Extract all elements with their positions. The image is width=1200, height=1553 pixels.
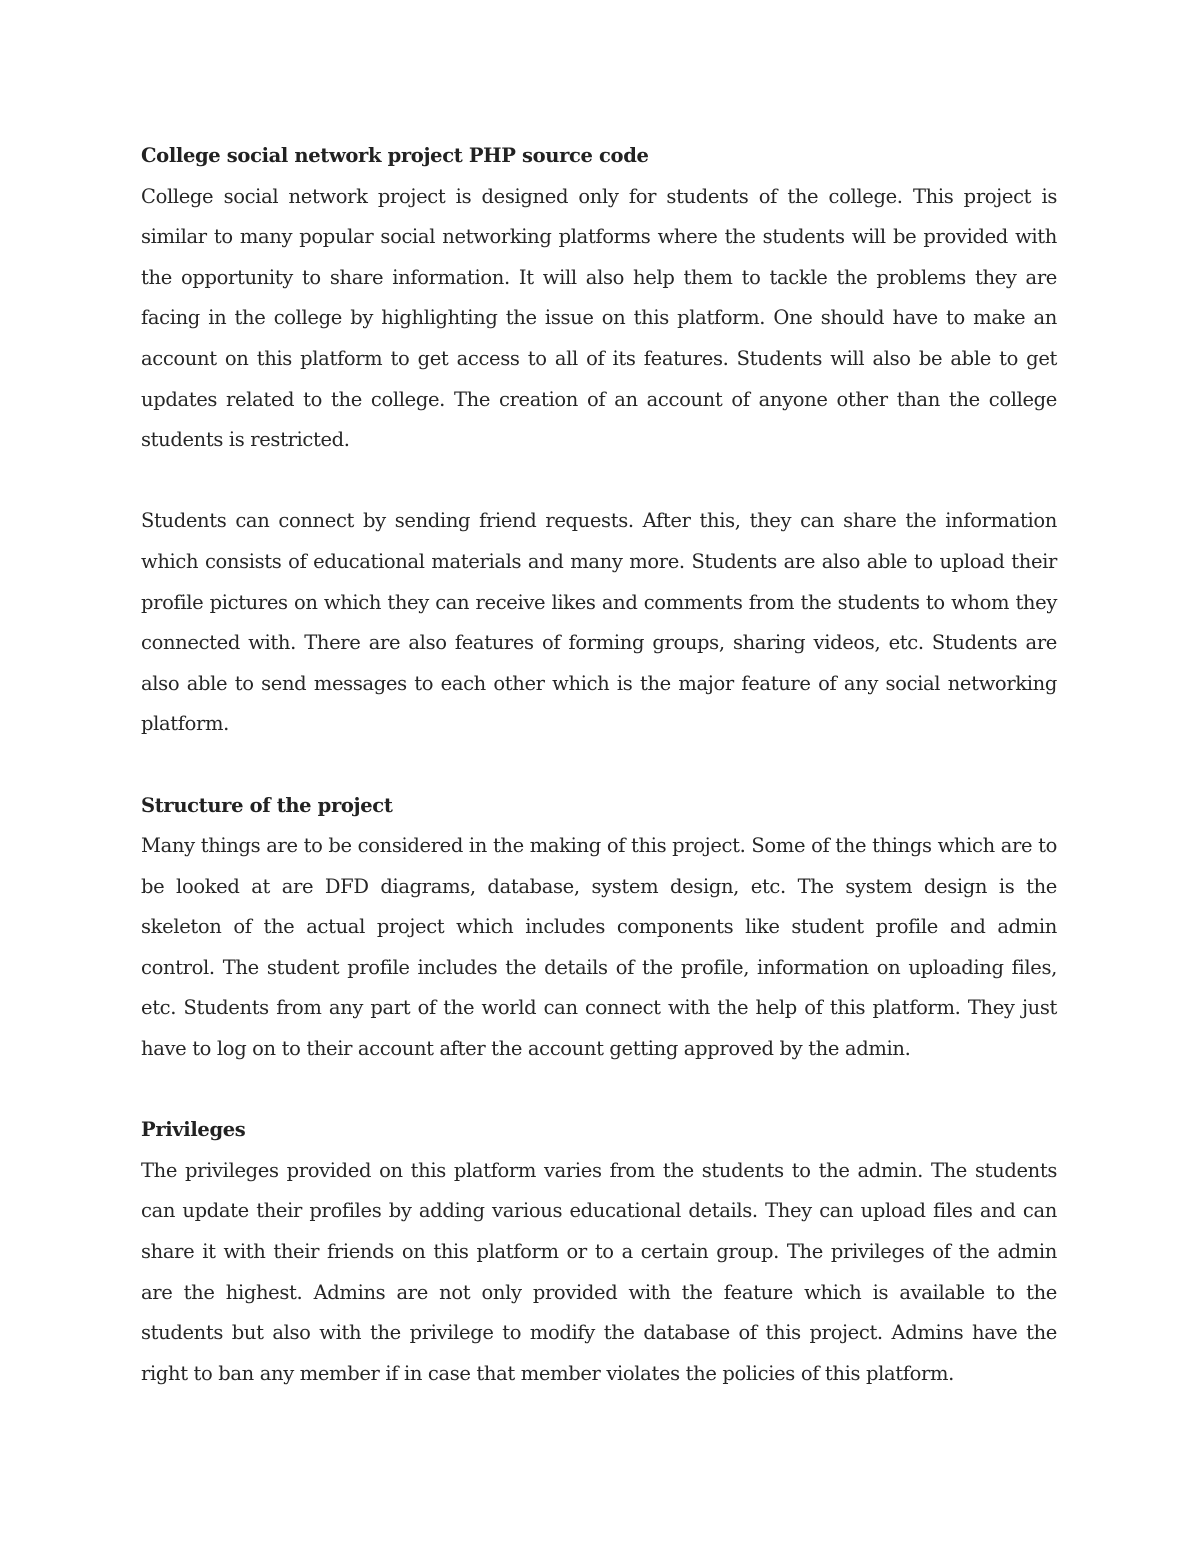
section-heading-project-title: College social network project PHP source code: [141, 144, 649, 167]
paragraph-spacer: [141, 1070, 1057, 1111]
paragraph-spacer: [141, 461, 1057, 502]
section-heading-structure: Structure of the project: [141, 793, 393, 817]
section-heading-privileges: Privileges: [141, 1118, 246, 1142]
document-body: [141, 136, 1057, 1394]
paragraph-features: Students can connect by sending friend requests. After this, they can share the information which consists of educational materials and many more. Students are also able to upload their profile pictures on which they can receive likes and comments from the students to whom they connected with. There are also features of forming groups, sharing videos, etc. Students are also able to send messages to each other which is the major feature of any social networking platform.: [141, 509, 1057, 736]
paragraph-structure: Many things are to be considered in the making of this project. Some of the things which are to be looked at are DFD diagrams, database, system design, etc. The system design is the skeleton of the actual project which includes components like student profile and admin control. The student profile includes the details of the profile, information on uploading files, etc. Students from any part of the world can connect with the help of this platform. They just have to log on to their account after the account getting approved by the admin.: [141, 834, 1057, 1061]
paragraph-privileges: The privileges provided on this platform varies from the students to the admin. The students can update their profiles by adding various educational details. They can upload files and can share it with their friends on this platform or to a certain group. The privileges of the admin are the highest. Admins are not only provided with the feature which is available to the students but also with the privilege to modify the database of this project. Admins have the right to ban any member if in case that member violates the policies of this platform.: [141, 1158, 1057, 1385]
paragraph-spacer: [141, 745, 1057, 786]
paragraph-introduction: College social network project is designed only for students of the college. This project is similar to many popular social networking platforms where the students will be provided with the opportunity to share information. It will also help them to tackle the problems they are facing in the college by highlighting the issue on this platform. One should have to make an account on this platform to get access to all of its features. Students will also be able to get updates related to the college. The creation of an account of anyone other than the college students is restricted.: [141, 184, 1057, 452]
